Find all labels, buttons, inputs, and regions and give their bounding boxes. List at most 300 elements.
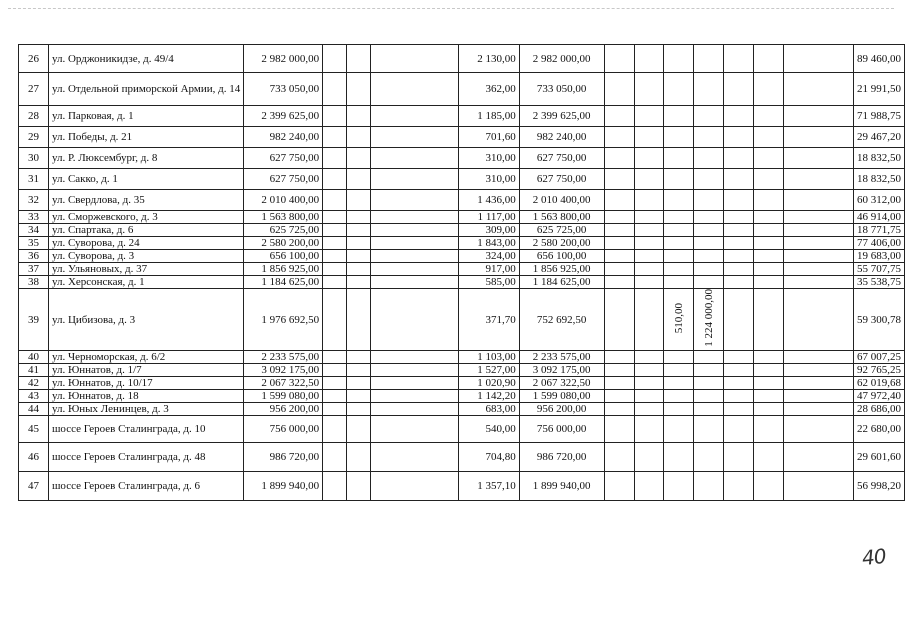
- empty-cell: [634, 472, 664, 501]
- fee-cell: 21 991,50: [854, 73, 905, 106]
- repair-cost-cell: 1 599 080,00: [519, 390, 604, 403]
- empty-cell: [347, 73, 371, 106]
- extra-cost-cell: [694, 403, 724, 416]
- total-cost-cell: 2 580 200,00: [244, 237, 323, 250]
- empty-cell: [784, 224, 854, 237]
- address-cell: ул. Сакко, д. 1: [48, 169, 243, 190]
- empty-cell: [724, 211, 754, 224]
- empty-cell: [634, 211, 664, 224]
- empty-cell: [784, 211, 854, 224]
- empty-cell: [634, 276, 664, 289]
- empty-cell: [347, 211, 371, 224]
- empty-cell: [347, 276, 371, 289]
- total-cost-cell: 1 856 925,00: [244, 263, 323, 276]
- empty-cell: [634, 416, 664, 443]
- repair-cost-cell: 982 240,00: [519, 127, 604, 148]
- area-cell: 917,00: [458, 263, 519, 276]
- extra-area-cell: [664, 45, 694, 73]
- total-cost-cell: 625 725,00: [244, 224, 323, 237]
- empty-cell: [604, 403, 634, 416]
- empty-cell: [323, 377, 347, 390]
- extra-area-cell: [664, 472, 694, 501]
- empty-cell: [347, 190, 371, 211]
- extra-area-cell: [664, 106, 694, 127]
- empty-cell: [784, 73, 854, 106]
- extra-cost-value: 1 224 000,00: [702, 289, 715, 347]
- repair-cost-cell: 627 750,00: [519, 148, 604, 169]
- empty-cell: [634, 263, 664, 276]
- empty-cell: [784, 127, 854, 148]
- empty-cell: [634, 390, 664, 403]
- fee-cell: 59 300,78: [854, 289, 905, 351]
- table-row: [19, 148, 905, 169]
- empty-cell: [323, 289, 347, 351]
- row-number: 39: [19, 289, 49, 351]
- empty-cell: [347, 364, 371, 377]
- empty-cell: [634, 224, 664, 237]
- address-cell: ул. Юннатов, д. 18: [48, 390, 243, 403]
- extra-cost-cell: [694, 224, 724, 237]
- table-row: [19, 127, 905, 148]
- fee-cell: 18 771,75: [854, 224, 905, 237]
- empty-cell: [371, 237, 459, 250]
- table-row: [19, 106, 905, 127]
- empty-cell: [724, 45, 754, 73]
- row-number: 27: [19, 73, 49, 106]
- extra-cost-cell: [694, 127, 724, 148]
- address-cell: ул. Ульяновых, д. 37: [48, 263, 243, 276]
- empty-cell: [323, 148, 347, 169]
- extra-area-cell: [664, 127, 694, 148]
- fee-cell: 71 988,75: [854, 106, 905, 127]
- empty-cell: [371, 106, 459, 127]
- extra-area-cell: [664, 377, 694, 390]
- empty-cell: [347, 351, 371, 364]
- area-cell: 362,00: [458, 73, 519, 106]
- extra-area-cell: [664, 351, 694, 364]
- empty-cell: [604, 169, 634, 190]
- empty-cell: [634, 289, 664, 351]
- empty-cell: [347, 148, 371, 169]
- extra-area-cell: [664, 237, 694, 250]
- table-row: [19, 377, 905, 390]
- empty-cell: [347, 443, 371, 472]
- empty-cell: [634, 148, 664, 169]
- empty-cell: [754, 106, 784, 127]
- empty-cell: [784, 416, 854, 443]
- total-cost-cell: 1 599 080,00: [244, 390, 323, 403]
- empty-cell: [604, 148, 634, 169]
- empty-cell: [754, 276, 784, 289]
- empty-cell: [754, 472, 784, 501]
- row-number: 46: [19, 443, 49, 472]
- empty-cell: [347, 106, 371, 127]
- empty-cell: [724, 106, 754, 127]
- empty-cell: [323, 73, 347, 106]
- empty-cell: [784, 377, 854, 390]
- empty-cell: [724, 472, 754, 501]
- table-row: [19, 237, 905, 250]
- fee-cell: 22 680,00: [854, 416, 905, 443]
- empty-cell: [323, 416, 347, 443]
- address-cell: шоссе Героев Сталинграда, д. 10: [48, 416, 243, 443]
- extra-cost-cell: [694, 416, 724, 443]
- row-number: 44: [19, 403, 49, 416]
- row-number: 28: [19, 106, 49, 127]
- empty-cell: [604, 237, 634, 250]
- extra-cost-cell: [694, 472, 724, 501]
- empty-cell: [323, 276, 347, 289]
- total-cost-cell: 627 750,00: [244, 148, 323, 169]
- empty-cell: [724, 443, 754, 472]
- row-number: 30: [19, 148, 49, 169]
- empty-cell: [604, 224, 634, 237]
- area-cell: 1 357,10: [458, 472, 519, 501]
- empty-cell: [724, 403, 754, 416]
- empty-cell: [347, 45, 371, 73]
- address-cell: ул. Парковая, д. 1: [48, 106, 243, 127]
- empty-cell: [371, 73, 459, 106]
- address-cell: ул. Победы, д. 21: [48, 127, 243, 148]
- empty-cell: [754, 127, 784, 148]
- repair-cost-table: [18, 44, 905, 501]
- extra-area-cell: [664, 263, 694, 276]
- empty-cell: [604, 276, 634, 289]
- repair-cost-cell: 2 010 400,00: [519, 190, 604, 211]
- empty-cell: [323, 390, 347, 403]
- empty-cell: [784, 106, 854, 127]
- extra-area-cell: [664, 276, 694, 289]
- extra-cost-cell: [694, 237, 724, 250]
- empty-cell: [634, 106, 664, 127]
- fee-cell: 67 007,25: [854, 351, 905, 364]
- address-cell: ул. Сморжевского, д. 3: [48, 211, 243, 224]
- repair-cost-cell: 756 000,00: [519, 416, 604, 443]
- row-number: 40: [19, 351, 49, 364]
- empty-cell: [371, 263, 459, 276]
- empty-cell: [754, 351, 784, 364]
- empty-cell: [634, 250, 664, 263]
- empty-cell: [724, 351, 754, 364]
- empty-cell: [371, 472, 459, 501]
- empty-cell: [347, 416, 371, 443]
- empty-cell: [323, 45, 347, 73]
- empty-cell: [724, 148, 754, 169]
- empty-cell: [347, 127, 371, 148]
- empty-cell: [724, 169, 754, 190]
- empty-cell: [724, 73, 754, 106]
- empty-cell: [634, 351, 664, 364]
- table-row: [19, 73, 905, 106]
- empty-cell: [604, 416, 634, 443]
- empty-cell: [604, 377, 634, 390]
- empty-cell: [347, 250, 371, 263]
- empty-cell: [724, 127, 754, 148]
- table-row: [19, 211, 905, 224]
- row-number: 29: [19, 127, 49, 148]
- table-row: [19, 45, 905, 73]
- total-cost-cell: 1 899 940,00: [244, 472, 323, 501]
- empty-cell: [323, 472, 347, 501]
- total-cost-cell: 982 240,00: [244, 127, 323, 148]
- address-cell: ул. Юннатов, д. 10/17: [48, 377, 243, 390]
- repair-cost-cell: 2 233 575,00: [519, 351, 604, 364]
- address-cell: шоссе Героев Сталинграда, д. 48: [48, 443, 243, 472]
- empty-cell: [784, 148, 854, 169]
- empty-cell: [754, 148, 784, 169]
- empty-cell: [347, 403, 371, 416]
- empty-cell: [784, 169, 854, 190]
- area-cell: 1 185,00: [458, 106, 519, 127]
- row-number: 32: [19, 190, 49, 211]
- empty-cell: [323, 211, 347, 224]
- address-cell: ул. Черноморская, д. 6/2: [48, 351, 243, 364]
- empty-cell: [634, 169, 664, 190]
- empty-cell: [323, 443, 347, 472]
- extra-area-cell: [664, 403, 694, 416]
- empty-cell: [784, 443, 854, 472]
- empty-cell: [604, 364, 634, 377]
- empty-cell: [347, 377, 371, 390]
- empty-cell: [634, 190, 664, 211]
- fee-cell: 56 998,20: [854, 472, 905, 501]
- empty-cell: [604, 250, 634, 263]
- empty-cell: [371, 169, 459, 190]
- repair-cost-cell: 627 750,00: [519, 169, 604, 190]
- total-cost-cell: 1 184 625,00: [244, 276, 323, 289]
- empty-cell: [634, 403, 664, 416]
- empty-cell: [323, 403, 347, 416]
- table-row: [19, 224, 905, 237]
- empty-cell: [371, 390, 459, 403]
- empty-cell: [784, 390, 854, 403]
- fee-cell: 89 460,00: [854, 45, 905, 73]
- address-cell: ул. Отдельной приморской Армии, д. 14: [48, 73, 243, 106]
- table-row: [19, 443, 905, 472]
- empty-cell: [724, 289, 754, 351]
- empty-cell: [784, 250, 854, 263]
- row-number: 45: [19, 416, 49, 443]
- total-cost-cell: 986 720,00: [244, 443, 323, 472]
- empty-cell: [724, 364, 754, 377]
- empty-cell: [754, 416, 784, 443]
- fee-cell: 29 467,20: [854, 127, 905, 148]
- empty-cell: [754, 377, 784, 390]
- extra-cost-cell: [694, 364, 724, 377]
- empty-cell: [784, 364, 854, 377]
- empty-cell: [754, 211, 784, 224]
- table-row: [19, 250, 905, 263]
- total-cost-cell: 3 092 175,00: [244, 364, 323, 377]
- extra-cost-cell: [694, 276, 724, 289]
- empty-cell: [754, 289, 784, 351]
- empty-cell: [604, 351, 634, 364]
- empty-cell: [784, 289, 854, 351]
- empty-cell: [604, 390, 634, 403]
- total-cost-cell: 2 233 575,00: [244, 351, 323, 364]
- empty-cell: [371, 364, 459, 377]
- area-cell: 540,00: [458, 416, 519, 443]
- empty-cell: [604, 73, 634, 106]
- empty-cell: [371, 148, 459, 169]
- empty-cell: [323, 169, 347, 190]
- empty-cell: [323, 250, 347, 263]
- empty-cell: [724, 237, 754, 250]
- extra-cost-cell: [694, 390, 724, 403]
- fee-cell: 62 019,68: [854, 377, 905, 390]
- address-cell: шоссе Героев Сталинграда, д. 6: [48, 472, 243, 501]
- extra-cost-cell: [694, 190, 724, 211]
- total-cost-cell: 956 200,00: [244, 403, 323, 416]
- extra-area-cell: [664, 169, 694, 190]
- extra-cost-cell: [694, 443, 724, 472]
- extra-area-cell: [664, 390, 694, 403]
- empty-cell: [724, 416, 754, 443]
- extra-cost-cell: [694, 289, 724, 351]
- empty-cell: [371, 224, 459, 237]
- extra-area-cell: [664, 211, 694, 224]
- area-cell: 310,00: [458, 169, 519, 190]
- row-number: 34: [19, 224, 49, 237]
- empty-cell: [323, 224, 347, 237]
- empty-cell: [371, 377, 459, 390]
- extra-cost-cell: [694, 211, 724, 224]
- address-cell: ул. Р. Люксембург, д. 8: [48, 148, 243, 169]
- extra-area-value: 510,00: [672, 302, 685, 334]
- area-cell: 2 130,00: [458, 45, 519, 73]
- total-cost-cell: 2 067 322,50: [244, 377, 323, 390]
- fee-cell: 29 601,60: [854, 443, 905, 472]
- table-row: [19, 169, 905, 190]
- empty-cell: [724, 224, 754, 237]
- empty-cell: [724, 263, 754, 276]
- fee-cell: 55 707,75: [854, 263, 905, 276]
- area-cell: 704,80: [458, 443, 519, 472]
- total-cost-cell: 756 000,00: [244, 416, 323, 443]
- extra-area-cell: [664, 364, 694, 377]
- empty-cell: [754, 169, 784, 190]
- empty-cell: [634, 377, 664, 390]
- extra-cost-cell: [694, 250, 724, 263]
- empty-cell: [634, 73, 664, 106]
- area-cell: 683,00: [458, 403, 519, 416]
- area-cell: 585,00: [458, 276, 519, 289]
- empty-cell: [634, 45, 664, 73]
- total-cost-cell: 2 010 400,00: [244, 190, 323, 211]
- total-cost-cell: 733 050,00: [244, 73, 323, 106]
- row-number: 31: [19, 169, 49, 190]
- empty-cell: [347, 237, 371, 250]
- empty-cell: [604, 263, 634, 276]
- row-number: 42: [19, 377, 49, 390]
- scan-top-rule: [8, 8, 894, 9]
- empty-cell: [347, 224, 371, 237]
- repair-cost-cell: 2 580 200,00: [519, 237, 604, 250]
- repair-cost-cell: 1 184 625,00: [519, 276, 604, 289]
- empty-cell: [784, 45, 854, 73]
- repair-cost-cell: 2 399 625,00: [519, 106, 604, 127]
- empty-cell: [754, 190, 784, 211]
- empty-cell: [784, 351, 854, 364]
- repair-cost-cell: 2 067 322,50: [519, 377, 604, 390]
- total-cost-cell: 1 976 692,50: [244, 289, 323, 351]
- extra-area-cell: [664, 443, 694, 472]
- empty-cell: [754, 443, 784, 472]
- empty-cell: [371, 276, 459, 289]
- empty-cell: [604, 289, 634, 351]
- empty-cell: [634, 364, 664, 377]
- area-cell: 701,60: [458, 127, 519, 148]
- area-cell: 1 020,90: [458, 377, 519, 390]
- extra-cost-cell: [694, 351, 724, 364]
- extra-cost-cell: [694, 45, 724, 73]
- empty-cell: [371, 289, 459, 351]
- empty-cell: [634, 237, 664, 250]
- row-number: 26: [19, 45, 49, 73]
- area-cell: 1 142,20: [458, 390, 519, 403]
- empty-cell: [784, 276, 854, 289]
- fee-cell: 46 914,00: [854, 211, 905, 224]
- empty-cell: [754, 73, 784, 106]
- table-row: [19, 416, 905, 443]
- repair-cost-cell: 752 692,50: [519, 289, 604, 351]
- address-cell: ул. Юннатов, д. 1/7: [48, 364, 243, 377]
- extra-area-cell: [664, 148, 694, 169]
- empty-cell: [347, 390, 371, 403]
- empty-cell: [371, 403, 459, 416]
- repair-cost-cell: 1 563 800,00: [519, 211, 604, 224]
- repair-cost-cell: 656 100,00: [519, 250, 604, 263]
- extra-area-cell: [664, 73, 694, 106]
- empty-cell: [724, 250, 754, 263]
- table-row: [19, 351, 905, 364]
- table-row: [19, 263, 905, 276]
- fee-cell: 60 312,00: [854, 190, 905, 211]
- empty-cell: [323, 127, 347, 148]
- extra-area-cell: [664, 289, 694, 351]
- empty-cell: [371, 127, 459, 148]
- total-cost-cell: 2 982 000,00: [244, 45, 323, 73]
- empty-cell: [784, 403, 854, 416]
- empty-cell: [724, 390, 754, 403]
- empty-cell: [323, 190, 347, 211]
- table-row: [19, 289, 905, 351]
- extra-cost-cell: [694, 377, 724, 390]
- empty-cell: [371, 443, 459, 472]
- empty-cell: [371, 250, 459, 263]
- repair-cost-cell: 1 899 940,00: [519, 472, 604, 501]
- address-cell: ул. Суворова, д. 3: [48, 250, 243, 263]
- row-number: 41: [19, 364, 49, 377]
- empty-cell: [754, 237, 784, 250]
- row-number: 38: [19, 276, 49, 289]
- row-number: 33: [19, 211, 49, 224]
- empty-cell: [347, 472, 371, 501]
- row-number: 37: [19, 263, 49, 276]
- empty-cell: [347, 289, 371, 351]
- row-number: 36: [19, 250, 49, 263]
- row-number: 35: [19, 237, 49, 250]
- fee-cell: 35 538,75: [854, 276, 905, 289]
- total-cost-cell: 1 563 800,00: [244, 211, 323, 224]
- empty-cell: [347, 169, 371, 190]
- empty-cell: [323, 106, 347, 127]
- repair-cost-cell: 625 725,00: [519, 224, 604, 237]
- empty-cell: [754, 364, 784, 377]
- empty-cell: [724, 377, 754, 390]
- address-cell: ул. Спартака, д. 6: [48, 224, 243, 237]
- extra-area-cell: [664, 190, 694, 211]
